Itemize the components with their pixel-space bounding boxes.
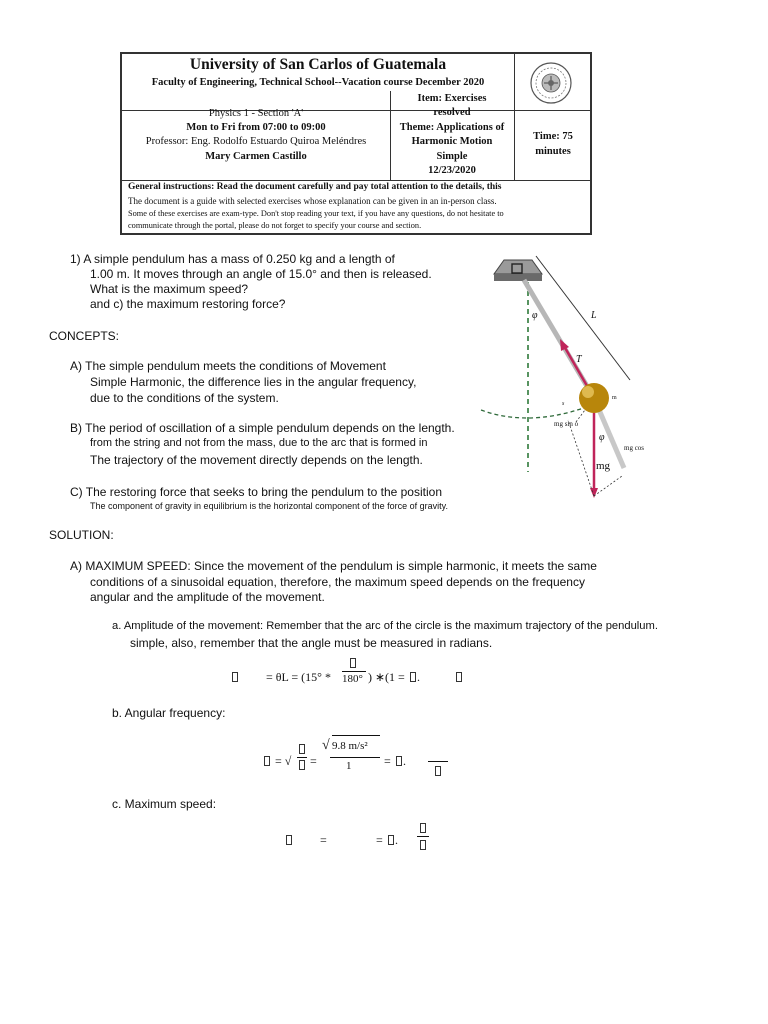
label-mass: m bbox=[612, 395, 617, 401]
sub-a-line-2: simple, also, remember that the angle must be measured in radians. bbox=[130, 636, 493, 650]
label-angle-top: φ bbox=[532, 310, 538, 321]
theme-label-2: Harmonic Motion bbox=[411, 136, 493, 147]
item-label-2: resolved bbox=[433, 107, 471, 118]
label-tension: T bbox=[576, 354, 582, 365]
student-name: Mary Carmen Castillo bbox=[205, 151, 307, 162]
faculty-line: Faculty of Engineering, Technical School--Vacation course December 2020 bbox=[151, 77, 485, 88]
concept-a-line-1: A) The simple pendulum meets the conditions of Movement bbox=[70, 359, 386, 373]
concept-b-line-3: The trajectory of the movement directly depends on the length. bbox=[90, 453, 423, 467]
concepts-heading: CONCEPTS: bbox=[49, 329, 120, 343]
sub-a-line-1: a. Amplitude of the movement: Remember that the arc of the circle is the maximum trajectory of the pendulum. bbox=[112, 620, 658, 632]
concept-b-line-2: from the string and not from the mass, due to the arc that is formed in bbox=[90, 437, 428, 449]
concept-c-line-1: C) The restoring force that seeks to bring the pendulum to the position bbox=[70, 485, 442, 499]
label-mg-cos: mg cos bbox=[624, 444, 645, 452]
concept-a-line-3: due to the conditions of the system. bbox=[90, 391, 279, 405]
theme-label-3: Simple bbox=[436, 151, 468, 162]
problem-line-3: What is the maximum speed? bbox=[90, 282, 249, 296]
theme-label-1: Theme: Applications of bbox=[399, 122, 505, 133]
time-label: Time: 75 bbox=[533, 131, 573, 142]
concept-c-line-2: The component of gravity in equilibrium is the horizontal component of the force of gravity. bbox=[90, 501, 449, 511]
problem-line-2: 1.00 m. It moves through an angle of 15.0° and then is released. bbox=[90, 267, 432, 281]
date-label: 12/23/2020 bbox=[428, 165, 476, 176]
pendulum-mount bbox=[494, 260, 542, 274]
length-dimension bbox=[536, 256, 630, 380]
university-name: University of San Carlos of Guatemala bbox=[189, 56, 447, 73]
solution-heading: SOLUTION: bbox=[49, 528, 114, 542]
instructions-line-2: Some of these exercises are exam-type. Don't stop reading your text, if you have any questions, do not hesitate to bbox=[128, 209, 504, 218]
problem-line-1: 1) A simple pendulum has a mass of 0.250 kg and a length of bbox=[70, 252, 395, 266]
equation-maximum-speed: = = . bbox=[284, 820, 444, 860]
solution-a-line-2: conditions of a sinusoidal equation, therefore, the maximum speed depends on the frequency bbox=[90, 575, 585, 589]
course-schedule: Mon to Fri from 07:00 to 09:00 bbox=[186, 122, 326, 133]
course-name: Physics 1 - Section 'A' bbox=[208, 108, 304, 119]
professor-name: Professor: Eng. Rodolfo Estuardo Quiroa Meléndres bbox=[145, 136, 367, 147]
pendulum-diagram bbox=[476, 252, 662, 502]
university-seal-icon bbox=[526, 58, 576, 108]
solution-a-line-1: A) MAXIMUM SPEED: Since the movement of the pendulum is simple harmonic, it meets the same bbox=[70, 559, 597, 573]
concept-a-line-2: Simple Harmonic, the difference lies in the angular frequency, bbox=[90, 375, 417, 389]
equation-amplitude: = θL = (15° * 180° ) ∗(1 = . bbox=[230, 656, 490, 696]
equation-angular-frequency: = √ = √ 9.8 m/s² 1 = . bbox=[262, 730, 462, 780]
label-arc: s bbox=[562, 401, 565, 407]
concept-b-line-1: B) The period of oscillation of a simple pendulum depends on the length. bbox=[70, 421, 455, 435]
sub-b-label: b. Angular frequency: bbox=[112, 706, 226, 720]
instructions-line-1: The document is a guide with selected exercises whose explanation can be given in an in-person class. bbox=[128, 196, 497, 206]
label-mg-sin: mg sin o bbox=[554, 420, 579, 428]
solution-a-line-3: angular and the amplitude of the movement. bbox=[90, 590, 325, 604]
header-table bbox=[120, 52, 592, 235]
instructions-line-3: communicate through the portal, please do not forget to specify your course and section. bbox=[128, 221, 422, 230]
label-angle-bottom: φ bbox=[599, 432, 605, 443]
problem-line-4: and c) the maximum restoring force? bbox=[90, 297, 286, 311]
label-mg: mg bbox=[596, 460, 611, 472]
time-minutes: minutes bbox=[535, 146, 571, 157]
pendulum-bob bbox=[579, 383, 609, 413]
label-length: L bbox=[591, 310, 597, 321]
item-label-1: Item: Exercises bbox=[417, 93, 487, 104]
instructions-title: General instructions: Read the document carefully and pay total attention to the details, this bbox=[128, 182, 502, 192]
sub-c-label: c. Maximum speed: bbox=[112, 797, 217, 811]
